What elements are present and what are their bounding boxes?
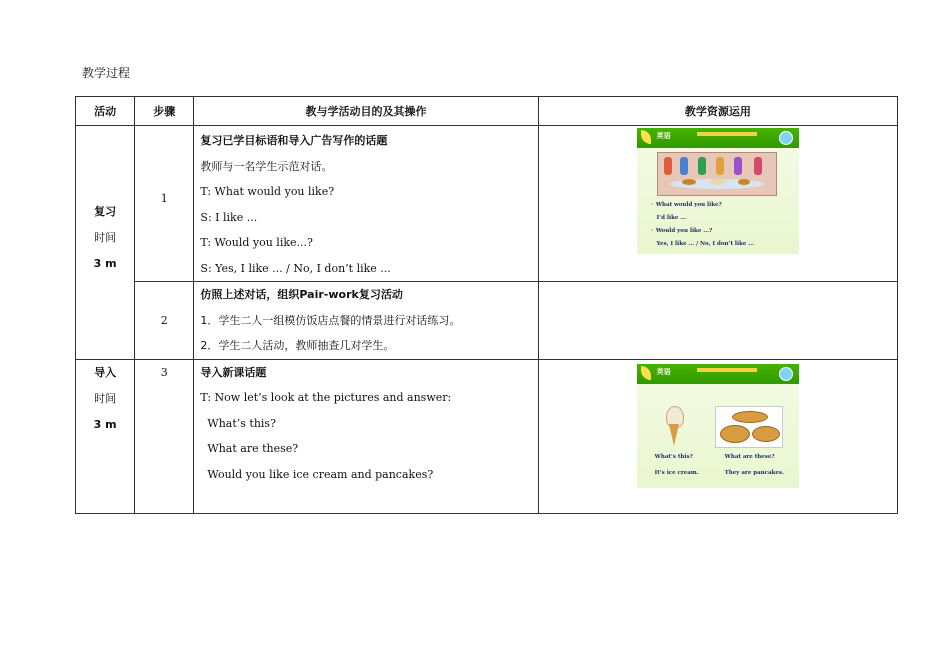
logo-leaf-icon [641, 130, 651, 144]
slide-caption: What’s this? [654, 453, 693, 460]
slide-text: ◦ What would you like? [650, 202, 722, 208]
slide-thumbnail-review [637, 128, 799, 254]
person-figure [734, 157, 742, 175]
operation-line: What’s this? [200, 416, 276, 430]
activity-name: 复习 [94, 205, 117, 219]
step-number-cell [135, 359, 194, 513]
resource-cell [538, 126, 897, 282]
pancake-icon [732, 411, 768, 423]
operation-line: 2．学生二人活动，教师抽查几对学生。 [200, 339, 395, 352]
step-heading: 仿照上述对话，组织Pair-work复习活动 [200, 288, 403, 301]
food-plate [682, 179, 696, 185]
slide-text: Yes, I like ... / No, I don’t like ... [656, 241, 755, 247]
operation-line: 教师与一名学生示范对话。 [200, 159, 333, 173]
food-plate [710, 179, 726, 185]
slide-banner-strip [697, 368, 757, 372]
operation-cell [194, 359, 538, 513]
slide-caption: It’s ice cream. [654, 469, 699, 476]
person-figure [664, 157, 672, 175]
duration: 3 m [93, 257, 117, 271]
operation-line: Would you like ice cream and pancakes? [200, 467, 434, 481]
step-heading: 复习已学目标语和导入广告写作的话题 [200, 134, 388, 147]
operation-line: 1．学生二人一组模仿饭店点餐的情景进行对话练习。 [200, 313, 461, 327]
activity-intro-cell [76, 359, 135, 513]
duration: 3 m [93, 417, 117, 431]
operation-line: T: What would you like? [200, 185, 335, 198]
page-title: 教学过程 [82, 66, 131, 80]
step-number: 2 [160, 313, 168, 327]
table-row [76, 359, 898, 513]
operation-line: S: Yes, I like ... / No, I don’t like ... [200, 261, 391, 275]
slide-header [637, 364, 799, 384]
table-header-row [76, 97, 898, 126]
step-number: 1 [160, 192, 168, 205]
pancake-icon [720, 425, 750, 443]
operation-line: T: Now let’s look at the pictures and answer: [200, 391, 452, 404]
person-figure [680, 157, 688, 175]
time-label: 时间 [94, 231, 117, 245]
step-heading: 导入新课话题 [200, 365, 267, 379]
operation-cell [194, 126, 538, 282]
operation-cell [194, 282, 538, 360]
slide-text: I’d like ... [656, 215, 687, 221]
header-activity: 活动 [76, 97, 135, 126]
pancakes-illustration [715, 406, 783, 448]
step-number-cell [135, 282, 194, 360]
resource-cell [538, 359, 897, 513]
slide-caption: They are pancakes. [724, 469, 784, 476]
person-figure [754, 157, 762, 175]
person-figure [698, 157, 706, 175]
restaurant-scene-illustration [657, 152, 777, 196]
bird-icon [779, 367, 793, 381]
time-label: 时间 [94, 391, 117, 405]
ice-cream-cone-icon [669, 424, 679, 446]
operation-line: S: I like ... [200, 210, 258, 224]
step-number: 3 [160, 365, 168, 379]
slide-text: ◦ Would you like ...? [650, 228, 713, 234]
table-row [76, 126, 898, 282]
table-row [76, 282, 898, 360]
slide-brand: 英语 [656, 132, 671, 140]
activity-name: 导入 [94, 365, 117, 379]
pancake-icon [752, 426, 780, 442]
bird-icon [779, 131, 793, 145]
operation-line: T: Would you like...? [200, 236, 313, 249]
activity-review-cell [76, 126, 135, 360]
slide-brand: 英语 [656, 367, 671, 376]
lesson-process-table [75, 96, 898, 514]
operation-line: What are these? [200, 442, 299, 455]
slide-thumbnail-intro [637, 364, 799, 488]
header-step: 步骤 [135, 97, 194, 126]
resource-cell-empty [538, 282, 897, 360]
slide-caption: What are these? [724, 453, 775, 460]
slide-banner-strip [697, 132, 757, 136]
person-figure [716, 157, 724, 175]
header-operation: 教与学活动目的及其操作 [194, 97, 538, 126]
logo-leaf-icon [641, 366, 651, 380]
slide-header [637, 128, 799, 148]
food-plate [738, 179, 750, 185]
header-resource: 教学资源运用 [538, 97, 897, 126]
step-number-cell [135, 126, 194, 282]
